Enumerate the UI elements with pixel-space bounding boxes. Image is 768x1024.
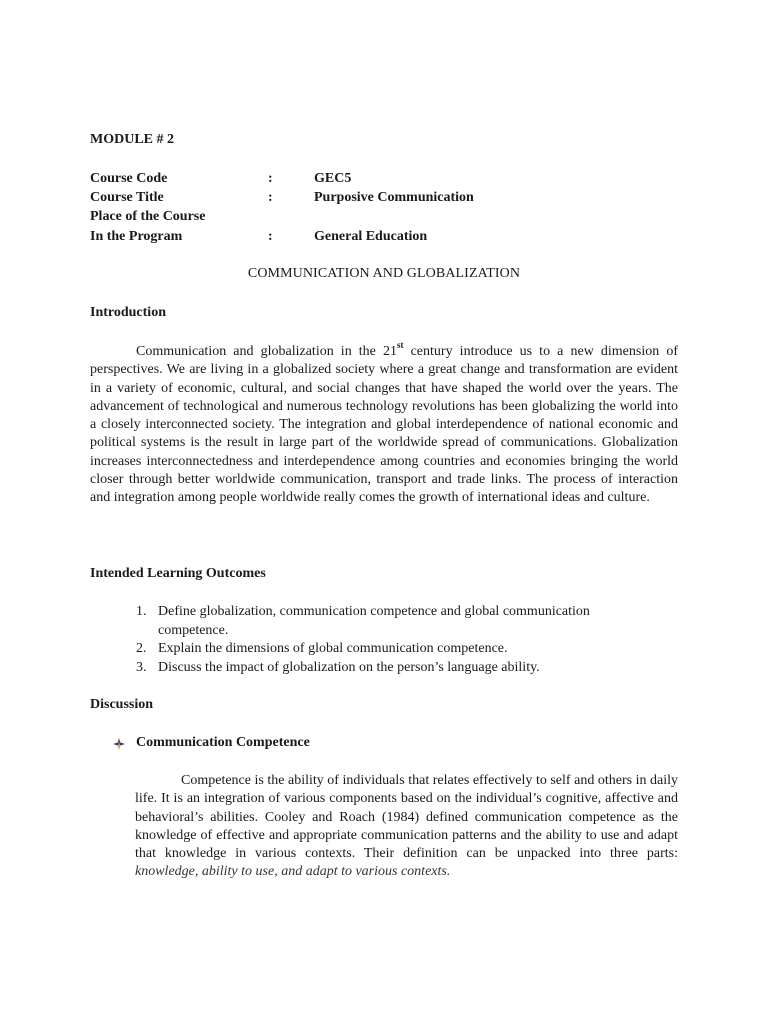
course-program-label: In the Program bbox=[90, 229, 183, 244]
course-title-value: Purposive Communication bbox=[314, 190, 474, 205]
discussion-heading: Discussion bbox=[90, 697, 154, 712]
intro-text-start: Communication and globalization in the 21 bbox=[136, 344, 397, 359]
course-code-label: Course Code bbox=[90, 171, 168, 186]
discussion-emphasis: knowledge, ability to use, and adapt to various contexts bbox=[135, 864, 447, 880]
subheading-text: Communication Competence bbox=[136, 735, 310, 750]
course-program-value: General Education bbox=[314, 229, 428, 244]
list-item: 2. Explain the dimensions of global communication competence. bbox=[136, 641, 508, 656]
intro-text-rest: century introduce us to a new dimension of perspectives. We are living in a globalized society where a great change and transformation are evident in a variety of economic, cultural, and social changes that have shaped the world over the years. The advancement of technological and numerous technology revolutions has been globalizing the world into a closely interconnected society. The integration and global interdependence of national economic and political systems is the result in large part of the worldwide spread of communications. Globalization increases interconnectedness and interdependence among countries and economies bringing the world closer through better worldwide communication, transport and trade links. The process of interaction and integration among people worldwide really comes the growth of international ideas and culture. bbox=[90, 344, 678, 506]
course-code-colon: : bbox=[268, 171, 273, 186]
discussion-text: Competence is the ability of individuals that relates effectively to self and others in daily life. It is an integration of various components based on the individual’s cognitive, affective and behavioral’s abilities. Cooley and Roach (1984) defined communication competence as the knowledge of effective and appropriate communication patterns and the ability to use and adapt that knowledge in various contexts. Their definition can be unpacked into three parts: bbox=[135, 773, 678, 862]
intro-superscript: st bbox=[397, 340, 404, 351]
course-title-label: Course Title bbox=[90, 190, 164, 205]
course-title-colon: : bbox=[268, 190, 273, 205]
list-item: 3. Discuss the impact of globalization on the person’s language ability. bbox=[136, 659, 540, 675]
course-program-colon: : bbox=[268, 229, 273, 244]
module-number: MODULE # 2 bbox=[90, 132, 174, 147]
document-title: COMMUNICATION AND GLOBALIZATION bbox=[247, 266, 521, 281]
list-item: 1. Define globalization, communication competence and global communication competence. bbox=[136, 604, 590, 638]
course-code-value: GEC5 bbox=[314, 171, 352, 186]
outcomes-heading: Intended Learning Outcomes bbox=[90, 566, 266, 581]
introduction-heading: Introduction bbox=[90, 305, 166, 320]
four-point-star-arrow-icon bbox=[113, 738, 125, 750]
course-place-label: Place of the Course bbox=[90, 209, 206, 224]
discussion-end: . bbox=[446, 864, 451, 880]
discussion-paragraph bbox=[135, 772, 678, 882]
outcomes-list bbox=[136, 603, 636, 677]
introduction-paragraph bbox=[90, 340, 678, 508]
